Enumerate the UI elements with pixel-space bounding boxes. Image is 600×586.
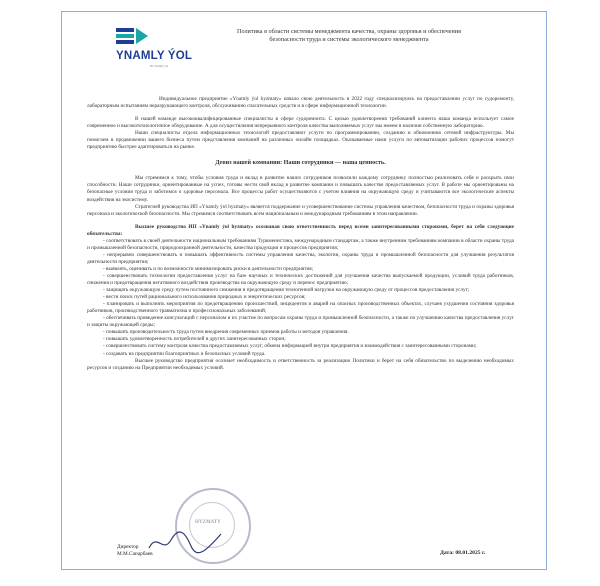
- commitment-item: - создавать на предприятии благоприятных и безопасных условий труда.: [103, 350, 266, 357]
- document-date: Дата: 08.01.2025 г.: [440, 550, 486, 556]
- commitment-intro: Высшее руководство ИП «Ynamly ýol hyzmaty» осознавая свою ответственность перед всеми заинтересованными сторонами, берет на себя следующие обязательства:: [87, 223, 514, 237]
- logo-text: YNAMLY ÝOL: [116, 50, 193, 62]
- employees-paragraph: Мы стремимся к тому, чтобы условия труда и вклад в развитие наших сотрудников позволили каждому сотруднику полностью реализовать себя и раскрыть свои способности. Наши сотрудники, ориентированные на успех, готовы нести свой вклад в развитие компании и повышать качество предоставляемых услуг. В работе мы ориентированы на безопасные условия труда и заботимся о здоровье персонала. Все процессы работ осуществляются с учетом влияния на окружающую среду и учитываются все экологические аспекты воздействия на экосистему.: [87, 175, 514, 203]
- team-paragraph: В нашей команде высококвалифицированные специалисты в сфере судоремонта. С целью удовлетворения требований клиента наша команда использует самое современное и высокотехнологичное оборудование. А для осуществления непрерывного контроля качества выполняемых услуг мы имеем в наличии собственную лабораторию.: [87, 116, 514, 130]
- motto-heading: Девиз нашей компании: Наши сотрудники — наша ценность.: [215, 160, 386, 167]
- commitment-item: - совершенствовать систему контроля качества предоставляемых услуг, обмена информацией внутри предприятия и взаимодействия с заинтересованными сторонами;: [103, 343, 477, 350]
- document-header: [214, 28, 484, 45]
- strategy-paragraph: Стратегией руководства ИП «Ynamly ýol hyzmaty» является поддержание и усовершенствование системы управления качеством, безопасности труда и охраны здоровья персонала и экологической безопасности. Мы стремимся соответствовать всем национальным и международным требованиям в этом направлении.: [87, 203, 514, 217]
- signatory-title: Директор: [117, 544, 139, 550]
- it-paragraph: Наши специалисты отдела информационных технологий предоставляют услуги по программированию, созданию и обновлению сетевой инфраструктуры. Мы помогаем в продвижении вашего бизнеса путем представления компаний на различных онлайн площадках. Оказываемые нами услуги по автоматизации рабочих процессов помогут предприятию быстрее адаптироваться на рынке.: [87, 130, 514, 151]
- commitment-item: - вести поиск путей рационального использования природных и энергетических ресурсов;: [103, 294, 306, 301]
- signatory-name: М.М.Сапарбаев: [117, 551, 153, 557]
- header-line-2: безопасности труда и системы экологического менеджмента: [269, 36, 429, 44]
- commitment-item: - повышать производительность труда путем внедрения современных приемов работы и методов управления.: [103, 329, 349, 336]
- commitment-item: - непрерывно совершенствовать и повышать эффективность системы управления качества, экологии, охраны труда и промышленной безопасности для улучшения результатов деятельности предприятия;: [87, 251, 514, 265]
- commitment-item: - защищать окружающую среду путем постоянного снижения и предотвращения техногенной нагрузки на окружающую среду от процессов предоставления услуг;: [103, 287, 470, 294]
- commitment-item: - повышать удовлетворенность потребителей и других заинтересованных сторон;: [103, 336, 286, 343]
- commitment-item: - соответствовать в своей деятельности национальным требованиям Туркменистана, международным стандартам, а также внутренним требованиям компании в области охраны труда и промышленной безопасности, природоохранной деятельности, качества продукции и процессов предприятия;: [87, 237, 514, 251]
- stamp-text: HYZMATY: [195, 520, 221, 525]
- commitment-item: - обеспечивать проведение консультаций с персоналом и их участие по вопросам охраны труда и промышленной безопасности, а также по улучшению качества предоставления услуг и защиты окружающей среды;: [87, 315, 514, 329]
- intro-paragraph: Индивидуальное предприятие «Ynamly ýol hyzmaty» начало свою деятельность в 2022 году специализируясь на предоставлении услуг по судоремонту, лабораторным испытаниям неразрушающего контроля, обслуживанию спасательных средств и в сфере информационной технологии.: [87, 96, 514, 110]
- document-body: [87, 96, 514, 372]
- header-line-1: Политика в области системы менеджмента качества, охраны здоровья и обеспечения: [236, 28, 461, 35]
- logo-subtitle: HJ Ynamly ýol: [150, 64, 169, 68]
- commitment-item: - выявлять, оценивать и по возможности минимизировать риски в деятельности предприятия;: [103, 265, 314, 272]
- commitment-item: - планировать и выполнять мероприятия по предотвращению происшествий, инцидентов и аварий на опасных производственных объектах, случаев ухудшения состояния здоровья работников, производственного травматизма и профессиональных заболеваний;: [87, 301, 514, 315]
- commitment-item: - совершенствовать технологии предоставления услуг на базе научных и технических достижений для улучшения качества выпускаемой продукции, условий труда работников, снижения и предотвращения негативного воздействия производства на окружающую среду и перенос предприятию;: [87, 272, 514, 287]
- closing-paragraph: Высшее руководство предприятия осознает необходимость и ответственность за реализацию Политики и берет на себя обязательство по выделению необходимых ресурсов и созданию на Предприятии необходимых условий.: [87, 357, 514, 371]
